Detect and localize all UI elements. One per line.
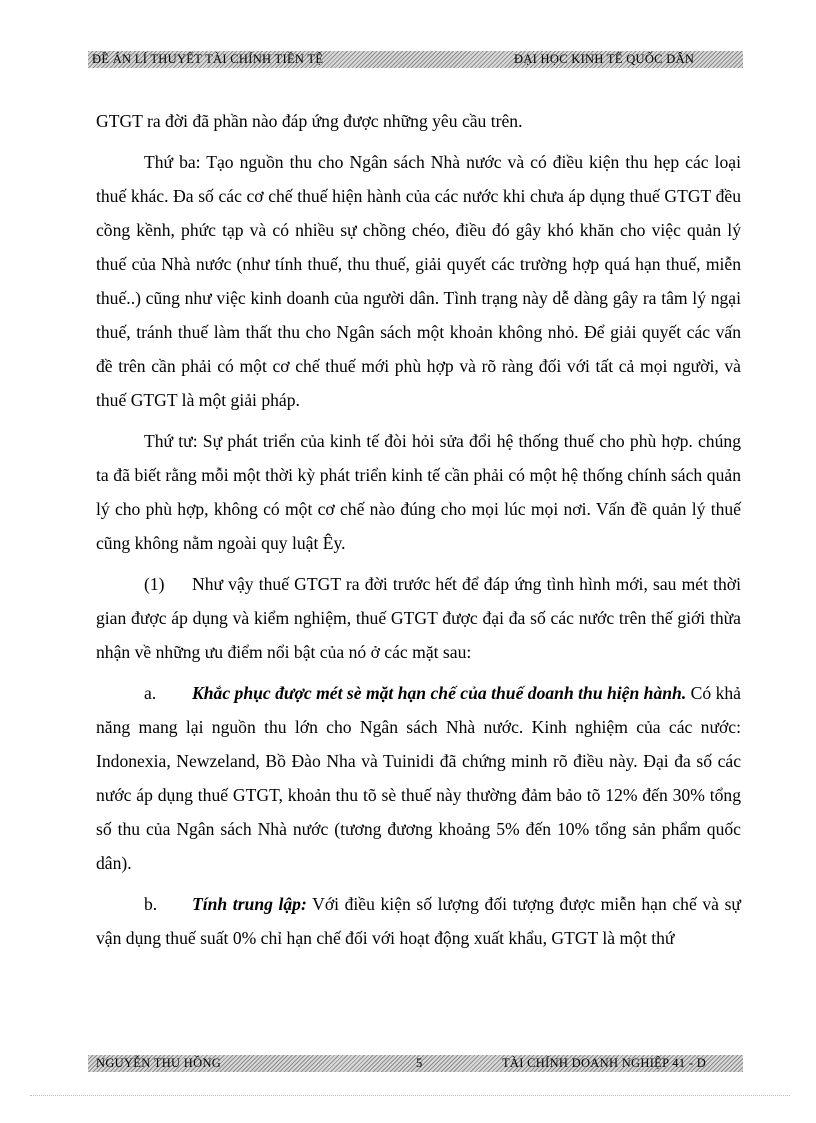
paragraph-4 bbox=[96, 567, 741, 669]
list-marker: b. bbox=[144, 894, 158, 914]
paragraph-3: Thứ tư: Sự phát triển của kinh tế đòi hỏi sửa đổi hệ thống thuế cho phù hợp. chúng ta đã biết rằng mỗi một thời kỳ phát triển kinh tế cần phải có một hệ thống chính sách quản lý cho phù hợp, không có một cơ chế nào đúng cho mọi lúc mọi nơi. Vấn đề quản lý thuế cũng không nằm ngoài quy luật Êy. bbox=[96, 431, 741, 553]
paragraph-6-heading: Tính trung lập: bbox=[192, 894, 307, 914]
document-body bbox=[96, 104, 741, 962]
paragraph-4-text: Như vậy thuế GTGT ra đời trước hết để đáp ứng tình hình mới, sau mét thời gian được áp dụng và kiểm nghiệm, thuế GTGT được đại đa số các nước trên thế giới thừa nhận về những ưu điểm nổi bật của nó ở các mặt sau: bbox=[96, 574, 741, 662]
list-marker: (1) bbox=[144, 574, 165, 594]
paragraph-2: Thứ ba: Tạo nguồn thu cho Ngân sách Nhà nước và có điều kiện thu hẹp các loại thuế khác. Đa số các cơ chế thuế hiện hành của các nước khi chưa áp dụng thuế GTGT đều cồng kềnh, phức tạp và có nhiều sự chồng chéo, điều đó gây khó khăn cho việc quản lý thuế của Nhà nước (như tính thuế, thu thuế, giải quyết các trường hợp quá hạn thuế, miễn thuế..) cũng như việc kinh doanh của người dân. Tình trạng này dễ dàng gây ra tâm lý ngại thuế, tránh thuế làm thất thu cho Ngân sách một khoản không nhỏ. Để giải quyết các vấn đề trên cần phải có một cơ chế thuế mới phù hợp và rõ ràng đối với tất cả mọi người, và thuế GTGT là một giải pháp. bbox=[96, 152, 741, 410]
paragraph-5 bbox=[96, 676, 741, 880]
page-header bbox=[88, 51, 743, 68]
header-left-title: ĐỀ ÁN LÍ THUYẾT TÀI CHÍNH TIỀN TỆ bbox=[92, 52, 324, 66]
footer-class: TÀI CHÍNH DOANH NGHIỆP 41 - D bbox=[502, 1056, 707, 1070]
page-bottom-divider bbox=[30, 1095, 790, 1096]
footer-author: NGUYỄN THU HỒNG bbox=[96, 1056, 222, 1070]
page-footer bbox=[88, 1055, 743, 1072]
paragraph-5-heading: Khắc phục được mét sè mặt hạn chế của thuế doanh thu hiện hành. bbox=[192, 683, 687, 703]
paragraph-6 bbox=[96, 887, 741, 955]
paragraph-1: GTGT ra đời đã phần nào đáp ứng được những yêu cầu trên. bbox=[96, 111, 523, 131]
list-marker: a. bbox=[144, 683, 157, 703]
paragraph-5-text: Có khả năng mang lại nguồn thu lớn cho Ngân sách Nhà nước. Kinh nghiệm của các nước: Indonexia, Newzeland, Bồ Đào Nha và Tuinidi đã chứng minh rõ điều này. Đại đa số các nước áp dụng thuế GTGT, khoản thu tõ sè thuế này thường đảm bảo tõ 12% đến 30% tổng số thu của Ngân sách Nhà nước (tương đương khoảng 5% đến 10% tổng sản phẩm quốc dân). bbox=[96, 683, 741, 873]
footer-page-number: 5 bbox=[416, 1056, 423, 1070]
paragraph-6-text: Với điều kiện số lượng đối tượng được miễn hạn chế và sự vận dụng thuế suất 0% chỉ hạn chế đối với hoạt động xuất khẩu, GTGT là một thứ bbox=[96, 894, 741, 948]
header-right-title: ĐẠI HỌC KINH TẾ QUỐC DÂN bbox=[514, 52, 695, 66]
